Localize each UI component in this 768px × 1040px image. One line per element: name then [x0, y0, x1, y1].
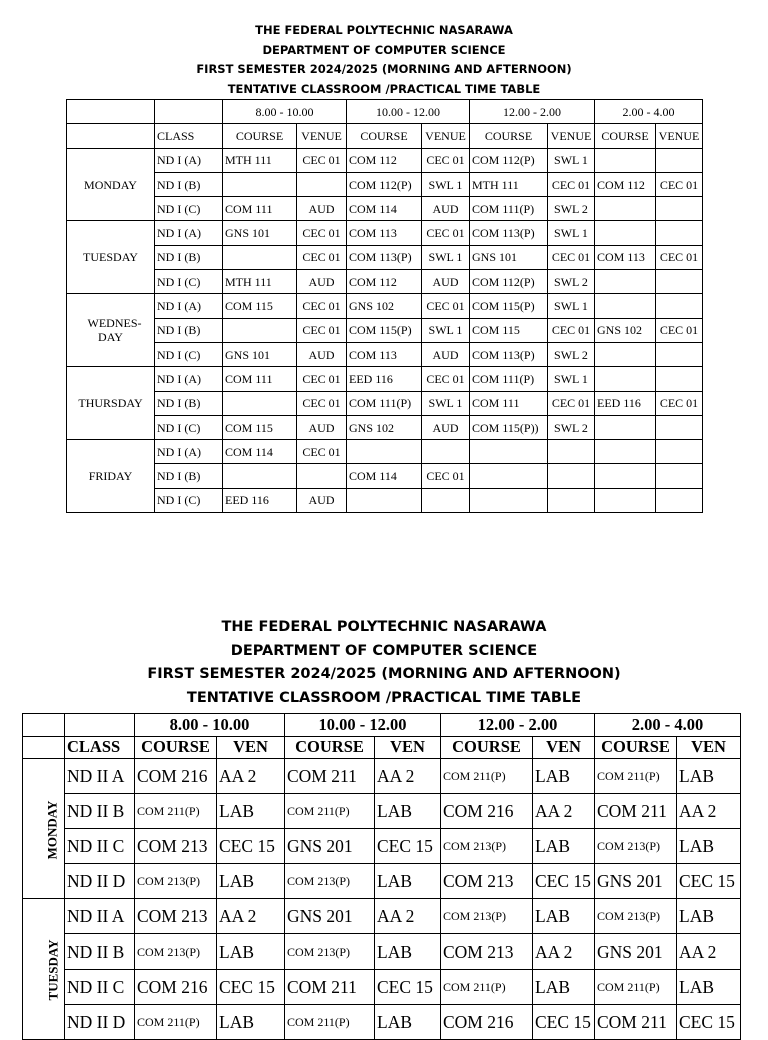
venue-cell: CEC 01: [656, 172, 703, 196]
venue-cell: [656, 197, 703, 221]
course-cell: EED 116: [223, 488, 297, 512]
venue-cell: AA 2: [375, 899, 441, 934]
class-cell: ND II A: [65, 899, 135, 934]
table-row: [67, 391, 703, 415]
venue-cell: [656, 415, 703, 439]
venue-cell: CEC 15: [533, 1004, 595, 1039]
table1-title: [0, 21, 768, 99]
course-cell: [595, 270, 656, 294]
venue-cell: CEC 01: [548, 391, 595, 415]
course-cell: GNS 201: [285, 829, 375, 864]
course-cell: COM 115: [223, 415, 297, 439]
course-cell: COM 113(P): [470, 342, 548, 366]
venue-cell: CEC 15: [375, 829, 441, 864]
course-cell: COM 115: [223, 294, 297, 318]
table-row: [67, 440, 703, 464]
venue-cell: CEC 15: [217, 969, 285, 1004]
venue-cell: [422, 440, 470, 464]
course-cell: COM 213(P): [441, 899, 533, 934]
table-row: [67, 270, 703, 294]
course-cell: COM 111: [223, 367, 297, 391]
course-cell: [347, 488, 422, 512]
course-cell: MTH 111: [223, 270, 297, 294]
course-cell: COM 211(P): [135, 1004, 217, 1039]
venue-cell: CEC 01: [422, 148, 470, 172]
venue-cell: LAB: [677, 759, 741, 794]
course-cell: COM 114: [347, 197, 422, 221]
venue-cell: SWL 1: [422, 318, 470, 342]
table-row: [67, 464, 703, 488]
venue-header: VENUE: [548, 124, 595, 148]
class-cell: ND I (C): [155, 342, 223, 366]
day-cell: [67, 221, 155, 294]
venue-cell: AA 2: [217, 899, 285, 934]
venue-cell: LAB: [375, 934, 441, 969]
venue-cell: CEC 01: [422, 221, 470, 245]
course-cell: COM 111(P): [470, 367, 548, 391]
table2-title: [0, 616, 768, 710]
course-cell: COM 213(P): [285, 934, 375, 969]
class-cell: ND II D: [65, 1004, 135, 1039]
course-cell: COM 115: [470, 318, 548, 342]
period-header: 10.00 - 12.00: [347, 100, 470, 124]
table-row: [67, 197, 703, 221]
class-cell: ND I (B): [155, 391, 223, 415]
course-cell: COM 216: [441, 794, 533, 829]
class-cell: ND II C: [65, 969, 135, 1004]
class-cell: ND II B: [65, 794, 135, 829]
venue-cell: CEC 15: [533, 864, 595, 899]
venue-cell: SWL 2: [548, 197, 595, 221]
course-cell: COM 213(P): [595, 829, 677, 864]
class-cell: ND I (B): [155, 172, 223, 196]
course-cell: [595, 464, 656, 488]
corner-cell: [23, 736, 65, 759]
course-cell: [595, 367, 656, 391]
class-cell: ND II D: [65, 864, 135, 899]
class-cell: ND I (C): [155, 270, 223, 294]
venue-cell: AA 2: [375, 759, 441, 794]
period-header: 8.00 - 10.00: [223, 100, 347, 124]
course-cell: COM 113: [347, 342, 422, 366]
course-cell: [595, 440, 656, 464]
column-header-row: [23, 736, 741, 759]
class-cell: ND I (A): [155, 221, 223, 245]
venue-cell: LAB: [677, 969, 741, 1004]
venue-header: VENUE: [422, 124, 470, 148]
day-cell: [23, 899, 65, 1039]
course-cell: COM 213(P): [135, 934, 217, 969]
table-row: [67, 342, 703, 366]
course-header: COURSE: [347, 124, 422, 148]
venue-cell: [656, 367, 703, 391]
venue-cell: CEC 01: [297, 440, 347, 464]
venue-cell: CEC 01: [656, 318, 703, 342]
venue-header: VENUE: [656, 124, 703, 148]
course-cell: COM 211(P): [595, 759, 677, 794]
course-header: COURSE: [223, 124, 297, 148]
venue-cell: SWL 1: [422, 172, 470, 196]
venue-cell: CEC 15: [217, 829, 285, 864]
course-cell: COM 112(P): [347, 172, 422, 196]
course-cell: COM 113(P): [347, 245, 422, 269]
class-cell: ND I (A): [155, 367, 223, 391]
venue-cell: CEC 01: [297, 148, 347, 172]
table-row: [23, 864, 741, 899]
table-row: [67, 172, 703, 196]
class-cell: ND I (B): [155, 245, 223, 269]
table1-title-line: DEPARTMENT OF COMPUTER SCIENCE: [262, 42, 506, 57]
table2-title-line: FIRST SEMESTER 2024/2025 (MORNING AND AFTERNOON): [147, 666, 621, 682]
day-label: TUESDAY: [83, 250, 138, 265]
venue-header: VEN: [375, 736, 441, 759]
class-header: CLASS: [65, 736, 135, 759]
course-cell: [470, 488, 548, 512]
table-row: [23, 794, 741, 829]
course-header: COURSE: [135, 736, 217, 759]
course-cell: [595, 197, 656, 221]
venue-cell: LAB: [217, 794, 285, 829]
venue-cell: SWL 2: [548, 342, 595, 366]
venue-cell: AUD: [422, 270, 470, 294]
day-label: FRIDAY: [88, 469, 133, 484]
course-cell: GNS 102: [347, 294, 422, 318]
venue-cell: [548, 464, 595, 488]
table2-title-line: THE FEDERAL POLYTECHNIC NASARAWA: [221, 619, 547, 635]
day-label: MONDAY: [44, 800, 60, 860]
course-cell: [223, 245, 297, 269]
corner-cell: [65, 714, 135, 737]
venue-cell: LAB: [375, 864, 441, 899]
course-cell: COM 115(P): [470, 294, 548, 318]
venue-cell: CEC 01: [297, 245, 347, 269]
venue-cell: SWL 1: [422, 245, 470, 269]
period-header: 12.00 - 2.00: [441, 714, 595, 737]
class-cell: ND I (A): [155, 294, 223, 318]
course-cell: COM 213: [441, 934, 533, 969]
venue-cell: AA 2: [677, 934, 741, 969]
venue-cell: SWL 1: [548, 148, 595, 172]
venue-cell: AA 2: [533, 794, 595, 829]
venue-cell: [656, 342, 703, 366]
course-cell: [223, 318, 297, 342]
day-cell: [67, 367, 155, 440]
course-cell: COM 211: [595, 794, 677, 829]
course-cell: COM 211(P): [441, 969, 533, 1004]
day-cell: [67, 148, 155, 221]
table1-title-line: THE FEDERAL POLYTECHNIC NASARAWA: [255, 23, 513, 37]
table-row: [67, 488, 703, 512]
course-cell: COM 112: [347, 270, 422, 294]
course-cell: [223, 464, 297, 488]
venue-cell: [297, 172, 347, 196]
venue-cell: CEC 01: [297, 367, 347, 391]
table-row: [67, 221, 703, 245]
course-cell: GNS 101: [223, 221, 297, 245]
venue-cell: CEC 01: [548, 172, 595, 196]
course-cell: COM 213(P): [441, 829, 533, 864]
day-label: THURSDAY: [78, 396, 143, 411]
course-cell: COM 211(P): [595, 969, 677, 1004]
course-cell: COM 213(P): [595, 899, 677, 934]
course-cell: COM 216: [135, 759, 217, 794]
corner-cell: [67, 100, 155, 124]
course-cell: COM 213: [441, 864, 533, 899]
course-cell: COM 114: [223, 440, 297, 464]
venue-cell: AUD: [297, 197, 347, 221]
day-label: MONDAY: [84, 177, 137, 192]
column-header-row: [67, 124, 703, 148]
venue-cell: LAB: [375, 794, 441, 829]
venue-cell: SWL 1: [548, 221, 595, 245]
venue-cell: [656, 488, 703, 512]
course-cell: COM 112: [347, 148, 422, 172]
venue-cell: SWL 1: [548, 294, 595, 318]
venue-cell: CEC 15: [677, 864, 741, 899]
venue-cell: LAB: [533, 969, 595, 1004]
venue-cell: SWL 1: [422, 391, 470, 415]
course-cell: GNS 102: [595, 318, 656, 342]
course-cell: COM 113: [347, 221, 422, 245]
course-cell: [595, 148, 656, 172]
class-cell: ND I (A): [155, 148, 223, 172]
table2-title-line: TENTATIVE CLASSROOM /PRACTICAL TIME TABLE: [186, 689, 582, 706]
class-cell: ND II B: [65, 934, 135, 969]
table-row: [67, 367, 703, 391]
venue-cell: AUD: [422, 342, 470, 366]
table-row: [23, 829, 741, 864]
table-row: [67, 294, 703, 318]
course-cell: COM 213: [135, 829, 217, 864]
venue-header: VENUE: [297, 124, 347, 148]
table1-title-line: FIRST SEMESTER 2024/2025 (MORNING AND AFTERNOON): [196, 62, 572, 76]
venue-cell: AA 2: [217, 759, 285, 794]
course-cell: [595, 415, 656, 439]
venue-cell: CEC 01: [656, 391, 703, 415]
table-row: [23, 1004, 741, 1039]
venue-cell: [656, 221, 703, 245]
table-row: [23, 899, 741, 934]
class-cell: ND I (B): [155, 464, 223, 488]
venue-cell: [656, 270, 703, 294]
venue-cell: LAB: [677, 829, 741, 864]
course-header: COURSE: [285, 736, 375, 759]
table-row: [23, 934, 741, 969]
course-cell: EED 116: [347, 367, 422, 391]
venue-cell: LAB: [217, 864, 285, 899]
course-cell: [470, 464, 548, 488]
venue-cell: LAB: [217, 934, 285, 969]
course-cell: COM 213(P): [135, 864, 217, 899]
course-cell: [223, 172, 297, 196]
day-cell: [67, 294, 155, 367]
venue-cell: AUD: [422, 197, 470, 221]
venue-cell: [422, 488, 470, 512]
venue-cell: LAB: [533, 899, 595, 934]
period-header: 10.00 - 12.00: [285, 714, 441, 737]
period-header: 12.00 - 2.00: [470, 100, 595, 124]
class-header: CLASS: [155, 124, 223, 148]
course-cell: COM 211(P): [441, 759, 533, 794]
class-cell: ND I (B): [155, 318, 223, 342]
corner-cell: [23, 714, 65, 737]
course-cell: COM 211(P): [285, 794, 375, 829]
course-cell: COM 112(P): [470, 270, 548, 294]
period-header-row: [67, 100, 703, 124]
timetable-nd2: [22, 713, 741, 1040]
venue-cell: LAB: [677, 899, 741, 934]
venue-cell: CEC 01: [297, 318, 347, 342]
course-cell: COM 111: [223, 197, 297, 221]
venue-cell: CEC 01: [548, 318, 595, 342]
course-cell: GNS 201: [595, 864, 677, 899]
venue-cell: LAB: [533, 759, 595, 794]
venue-cell: CEC 01: [656, 245, 703, 269]
course-cell: COM 213(P): [285, 864, 375, 899]
venue-header: VEN: [677, 736, 741, 759]
table-row: [67, 245, 703, 269]
timetable-nd1: [66, 99, 703, 513]
course-cell: COM 216: [135, 969, 217, 1004]
course-cell: COM 211(P): [285, 1004, 375, 1039]
course-cell: COM 113: [595, 245, 656, 269]
venue-cell: AUD: [297, 415, 347, 439]
venue-cell: [548, 440, 595, 464]
course-cell: MTH 111: [223, 148, 297, 172]
course-cell: COM 211: [285, 759, 375, 794]
period-header: 2.00 - 4.00: [595, 100, 703, 124]
venue-header: VEN: [217, 736, 285, 759]
course-header: COURSE: [470, 124, 548, 148]
course-cell: EED 116: [595, 391, 656, 415]
course-cell: COM 213: [135, 899, 217, 934]
class-cell: ND II A: [65, 759, 135, 794]
venue-header: VEN: [533, 736, 595, 759]
course-cell: COM 211(P): [135, 794, 217, 829]
course-cell: COM 211: [595, 1004, 677, 1039]
day-cell: [23, 759, 65, 899]
period-header-row: [23, 714, 741, 737]
course-cell: COM 111: [470, 391, 548, 415]
class-cell: ND II C: [65, 829, 135, 864]
table-row: [67, 318, 703, 342]
venue-cell: AUD: [297, 270, 347, 294]
venue-cell: SWL 2: [548, 270, 595, 294]
course-cell: COM 112: [595, 172, 656, 196]
course-cell: [223, 391, 297, 415]
venue-cell: CEC 01: [548, 245, 595, 269]
venue-cell: CEC 01: [422, 367, 470, 391]
course-cell: GNS 201: [595, 934, 677, 969]
course-header: COURSE: [595, 736, 677, 759]
course-cell: [470, 440, 548, 464]
course-cell: [595, 294, 656, 318]
venue-cell: AUD: [297, 488, 347, 512]
course-cell: COM 115(P): [347, 318, 422, 342]
course-cell: COM 211: [285, 969, 375, 1004]
course-cell: GNS 101: [470, 245, 548, 269]
venue-cell: CEC 01: [422, 294, 470, 318]
venue-cell: CEC 01: [297, 391, 347, 415]
class-cell: ND I (C): [155, 197, 223, 221]
venue-cell: [656, 440, 703, 464]
venue-cell: SWL 1: [548, 367, 595, 391]
course-header: COURSE: [595, 124, 656, 148]
venue-cell: CEC 15: [375, 969, 441, 1004]
course-cell: GNS 101: [223, 342, 297, 366]
venue-cell: [656, 294, 703, 318]
course-cell: COM 115(P)): [470, 415, 548, 439]
course-cell: GNS 102: [347, 415, 422, 439]
table-row: [67, 415, 703, 439]
corner-cell: [155, 100, 223, 124]
table-row: [67, 148, 703, 172]
venue-cell: LAB: [217, 1004, 285, 1039]
course-cell: GNS 201: [285, 899, 375, 934]
class-cell: ND I (C): [155, 415, 223, 439]
venue-cell: [548, 488, 595, 512]
course-header: COURSE: [441, 736, 533, 759]
venue-cell: AA 2: [533, 934, 595, 969]
course-cell: COM 112(P): [470, 148, 548, 172]
venue-cell: [297, 464, 347, 488]
class-cell: ND I (C): [155, 488, 223, 512]
venue-cell: [656, 464, 703, 488]
course-cell: [595, 221, 656, 245]
day-cell: [67, 440, 155, 513]
venue-cell: AA 2: [677, 794, 741, 829]
venue-cell: CEC 15: [677, 1004, 741, 1039]
day-label: TUESDAY: [45, 939, 61, 1001]
course-cell: [595, 342, 656, 366]
venue-cell: AUD: [422, 415, 470, 439]
period-header: 2.00 - 4.00: [595, 714, 741, 737]
course-cell: COM 111(P): [470, 197, 548, 221]
venue-cell: LAB: [375, 1004, 441, 1039]
venue-cell: SWL 2: [548, 415, 595, 439]
table-row: [23, 969, 741, 1004]
course-cell: COM 114: [347, 464, 422, 488]
venue-cell: AUD: [297, 342, 347, 366]
course-cell: [347, 440, 422, 464]
venue-cell: CEC 01: [297, 294, 347, 318]
venue-cell: CEC 01: [422, 464, 470, 488]
table1-title-line: TENTATIVE CLASSROOM /PRACTICAL TIME TABLE: [227, 81, 541, 96]
class-cell: ND I (A): [155, 440, 223, 464]
corner-cell: [67, 124, 155, 148]
venue-cell: [656, 148, 703, 172]
course-cell: COM 216: [441, 1004, 533, 1039]
course-cell: MTH 111: [470, 172, 548, 196]
table2-title-line: DEPARTMENT OF COMPUTER SCIENCE: [230, 642, 538, 659]
course-cell: COM 111(P): [347, 391, 422, 415]
course-cell: [595, 488, 656, 512]
day-label: WEDNES-DAY: [87, 316, 142, 345]
table-row: [23, 759, 741, 794]
course-cell: COM 113(P): [470, 221, 548, 245]
period-header: 8.00 - 10.00: [135, 714, 285, 737]
venue-cell: CEC 01: [297, 221, 347, 245]
venue-cell: LAB: [533, 829, 595, 864]
